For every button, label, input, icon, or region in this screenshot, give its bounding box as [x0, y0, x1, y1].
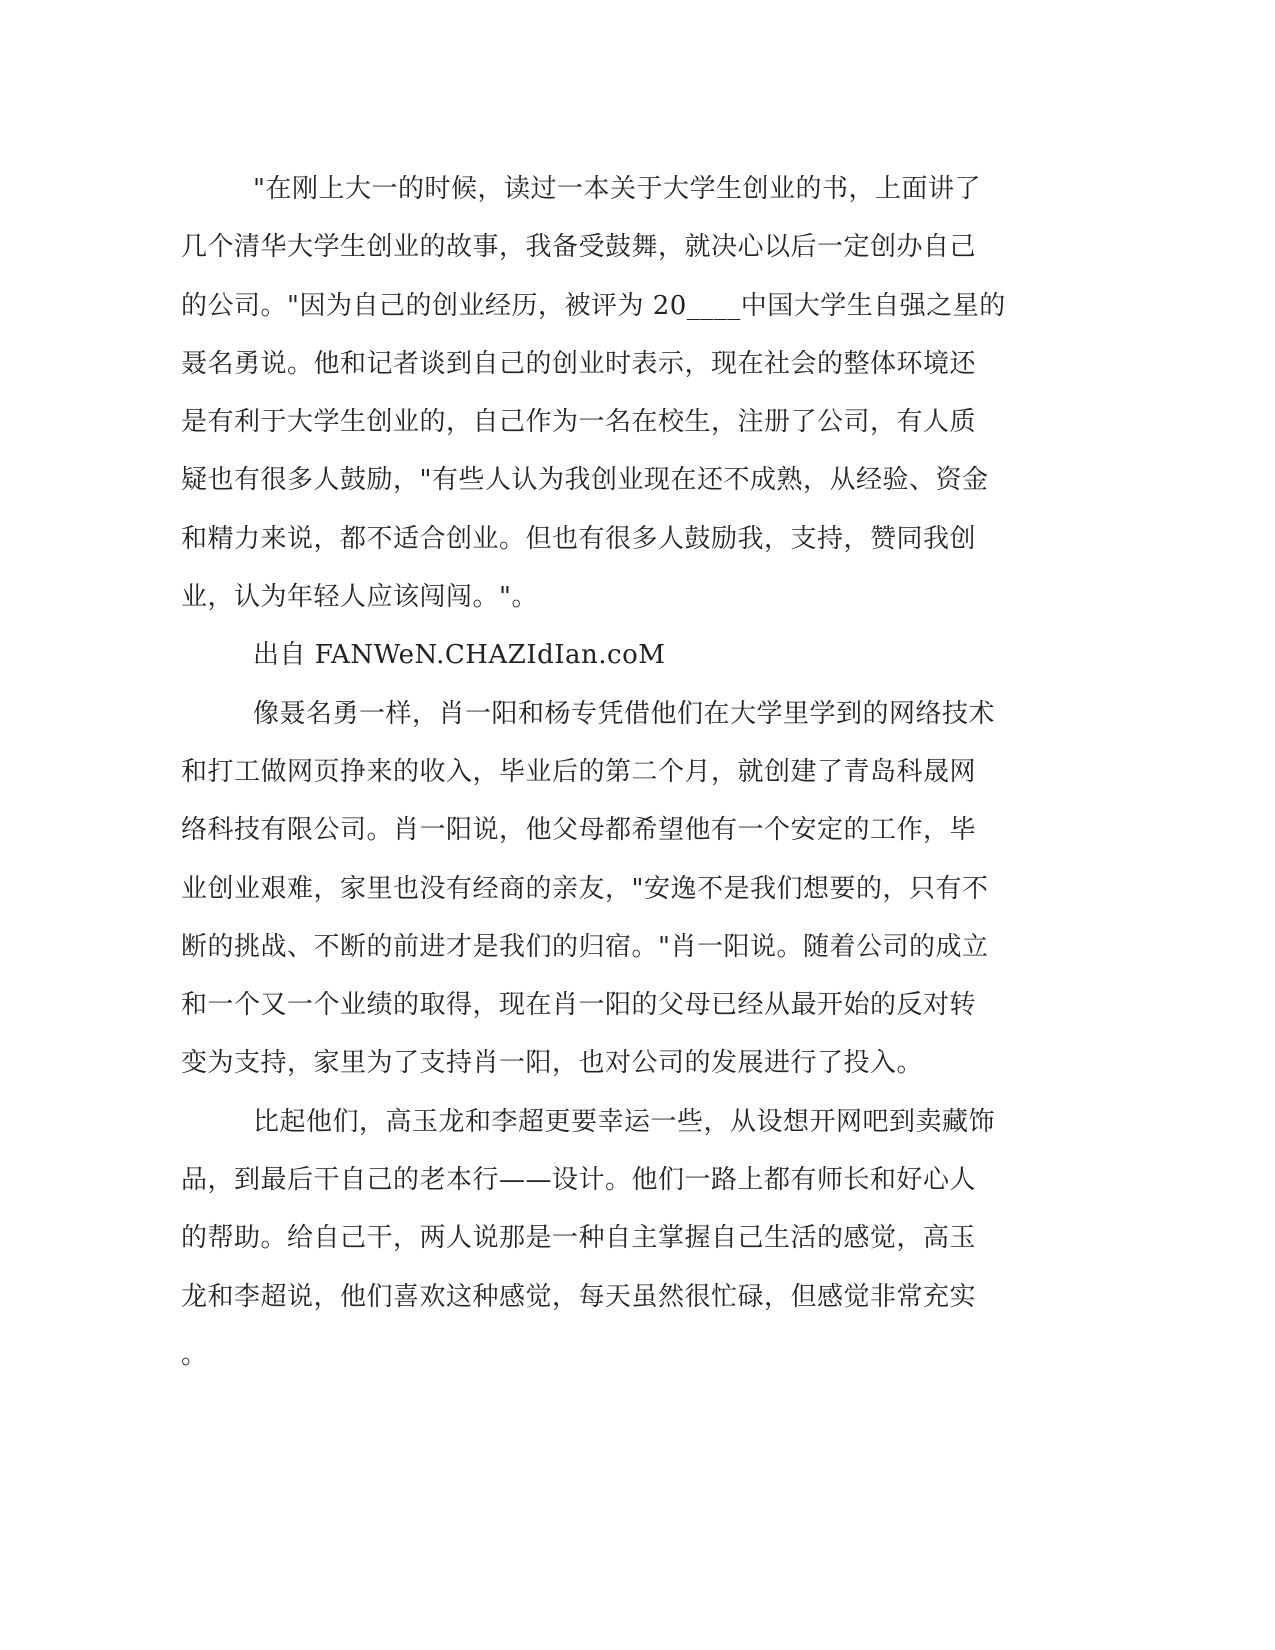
text-line: 断的挑战、不断的前进才是我们的归宿。"肖一阳说。随着公司的成立 [181, 931, 989, 962]
text-line: 几个清华大学生创业的故事，我备受鼓舞，就决心以后一定创办自己 [181, 232, 977, 263]
text-line: 。 [181, 1339, 208, 1370]
article-body [181, 160, 1031, 1384]
text-line: 业，认为年轻人应该闯闯。"。 [181, 582, 538, 613]
text-line: 品，到最后干自己的老本行——设计。他们一路上都有师长和好心人 [181, 1165, 977, 1196]
paragraph-3 [181, 1093, 1031, 1384]
text-line: 龙和李超说，他们喜欢这种感觉，每天虽然很忙碌，但感觉非常充实 [181, 1281, 977, 1312]
text-line: 业创业艰难，家里也没有经商的亲友，"安逸不是我们想要的，只有不 [181, 873, 989, 904]
text-line: 和打工做网页挣来的收入，毕业后的第二个月，就创建了青岛科晟网 [181, 756, 977, 787]
text-line: 的公司。"因为自己的创业经历，被评为 20____中国大学生自强之星的 [181, 290, 1006, 321]
text-line: 比起他们，高玉龙和李超更要幸运一些，从设想开网吧到卖藏饰 [253, 1106, 996, 1137]
text-line: 聂名勇说。他和记者谈到自己的创业时表示，现在社会的整体环境还 [181, 348, 977, 379]
text-line: 像聂名勇一样，肖一阳和杨专凭借他们在大学里学到的网络技术 [253, 698, 996, 729]
text-line: "在刚上大一的时候，读过一本关于大学生创业的书，上面讲了 [253, 174, 981, 204]
text-line: 的帮助。给自己干，两人说那是一种自主掌握自己生活的感觉，高玉 [181, 1223, 977, 1254]
source-note [181, 626, 1031, 684]
text-line: 变为支持，家里为了支持肖一阳，也对公司的发展进行了投入。 [181, 1048, 924, 1079]
text-line: 和精力来说，都不适合创业。但也有很多人鼓励我，支持，赞同我创 [181, 523, 977, 554]
text-line: 疑也有很多人鼓励，"有些人认为我创业现在还不成熟，从经验、资金 [181, 465, 989, 496]
source-line: 出自 FANWeN.CHAZIdIan.coM [253, 640, 666, 671]
paragraph-2 [181, 685, 1031, 1093]
text-line: 是有利于大学生创业的，自己作为一名在校生，注册了公司，有人质 [181, 407, 977, 438]
paragraph-1 [181, 160, 1031, 626]
text-line: 和一个又一个业绩的取得，现在肖一阳的父母已经从最开始的反对转 [181, 990, 977, 1021]
text-line: 络科技有限公司。肖一阳说，他父母都希望他有一个安定的工作，毕 [181, 815, 977, 846]
